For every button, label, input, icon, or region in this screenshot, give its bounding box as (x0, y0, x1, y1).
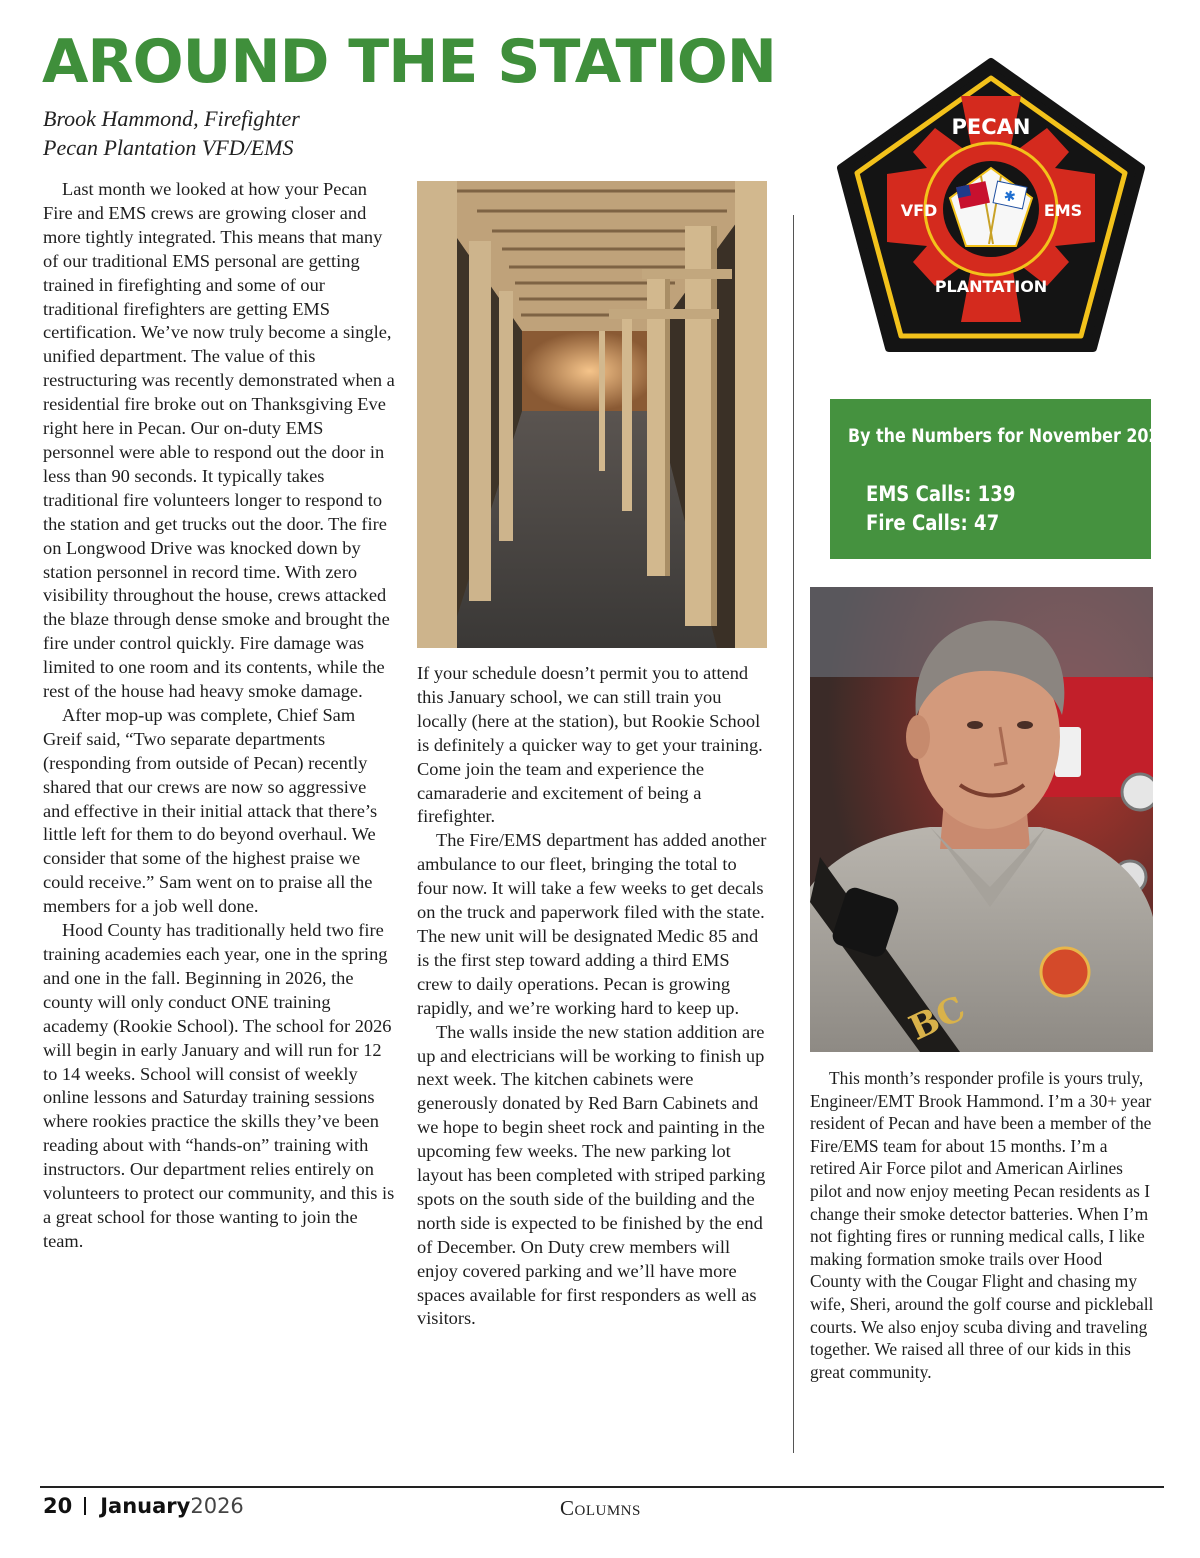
badge-left-text: VFD (900, 201, 938, 220)
footer-separator (84, 1497, 86, 1515)
paragraph: After mop-up was complete, Chief Sam Greif said, “Two separate departments (responding from outside of Pecan) recently shared that our crews are now so aggressive and effective in their initial attack that there’s little left for them to do beyond overhaul. We consider that some of the highest praise we could receive.” Sam went on to praise all the members for a job well done. (43, 704, 378, 917)
ems-calls-stat: EMS Calls: 139 (866, 482, 1016, 506)
paragraph: Hood County has traditionally held two fire training academies each year, one in the spring and one in the fall. Beginning in 2026, the county will only conduct ONE training academy (Rookie School). The school for 2026 will begin in early January and will run for 12 to 14 weeks. School will consist of weekly online lessons and Saturday training sessions where rookies practice the skills they’ve been reading about with “hands-on” training with instructors. Our department relies entirely on volunteers to protect our community, and this is a great school for those wanting to join the team. (43, 920, 395, 1251)
issue-month: January (100, 1494, 191, 1518)
page-footer (43, 1494, 244, 1518)
issue-year: 2026 (190, 1494, 244, 1518)
page-headline: AROUND THE STATION (42, 27, 777, 97)
author-name-title: Brook Hammond, Firefighter (43, 106, 300, 131)
hallway-illustration (417, 181, 767, 648)
badge-right-text: EMS (1043, 201, 1083, 220)
strap-letters: BC (903, 988, 972, 1049)
author-portrait-photo (810, 587, 1153, 1052)
column-divider (793, 215, 794, 1453)
stats-box (830, 399, 1171, 559)
paragraph: If your schedule doesn’t permit you to attend this January school, we can still train you locally (here at the station), but Rookie School is definitely a quicker way to get your training. Come join the team and experience the camaraderie and excitement of being a firefighter. (417, 663, 763, 827)
svg-text:✱: ✱ (1002, 187, 1017, 207)
paragraph: Last month we looked at how your Pecan Fire and EMS crews are growing closer and more tightly integrated. This means that many of our traditional EMS personal are getting trained in firefighting and some of our traditional firefighters are getting EMS certification. We’ve now truly become a single, unified department. The value of this restructuring was recently demonstrated when a residential fire broke out on Thanksgiving Eve right here in Pecan. Our on-duty EMS personnel were able to respond out the door in less than 90 seconds. It typically takes traditional fire volunteers longer to respond to the station and get trucks out the door. The fire on Longwood Drive was knocked down by station personnel in record time. With zero visibility throughout the house, crews attacked the blaze through dense smoke and brought the fire under control quickly. Fire damage was limited to one room and its contents, while the rest of the house had heavy smoke damage. (43, 179, 395, 702)
stats-title: By the Numbers for November 2025 (848, 426, 1171, 447)
article-column-2 (417, 662, 769, 1331)
badge-top-text: PECAN (951, 115, 1031, 139)
paragraph: The Fire/EMS department has added another ambulance to our fleet, bringing the total to four now. It will take a few weeks to get decals on the truck and paperwork filed with the state. The new unit will be designated Medic 85 and is the first step toward adding a third EMS crew to daily operations. Pecan is growing rapidly, and we’re working hard to keep up. (417, 830, 767, 1018)
page-number: 20 (43, 1494, 73, 1518)
byline (43, 104, 300, 162)
fire-calls-stat: Fire Calls: 47 (866, 511, 1000, 535)
article-column-1 (43, 178, 395, 1254)
badge-bottom-text: PLANTATION (934, 277, 1048, 296)
author-organization: Pecan Plantation VFD/EMS (43, 135, 294, 160)
footer-rule (40, 1486, 1164, 1488)
paragraph: The walls inside the new station addition are up and electricians will be working to finish up next week. The kitchen cabinets were generously donated by Red Barn Cabinets and we hope to begin sheet rock and painting in the upcoming few weeks. The new parking lot layout has been completed with striped parking spots on the south side of the building and the north side is expected to be finished by the end of December. On Duty crew members will enjoy covered parking and we’ll have more spaces available for first responders as well as visitors. (417, 1021, 766, 1329)
construction-hallway-photo (417, 181, 767, 648)
pecan-vfd-ems-badge (833, 56, 1149, 360)
article-column-3 (810, 1067, 1154, 1383)
paragraph: This month’s responder profile is yours truly, Engineer/EMT Brook Hammond. I’m a 30+ year resident of Pecan and have been a member of the Fire/EMS team for about 15 months. I’m a retired Air Force pilot and American Airlines pilot and now enjoy meeting Pecan residents as I change their smoke detector batteries. When I’m not fighting fires or running medical calls, I like making formation smoke trails over Hood County with the Cougar Flight and chasing my wife, Sheri, around the golf course and pickleball courts. We also enjoy scuba diving and traveling together. We raised all three of our kids in this great community. (810, 1068, 1154, 1382)
publication-name: Columns (560, 1496, 641, 1520)
